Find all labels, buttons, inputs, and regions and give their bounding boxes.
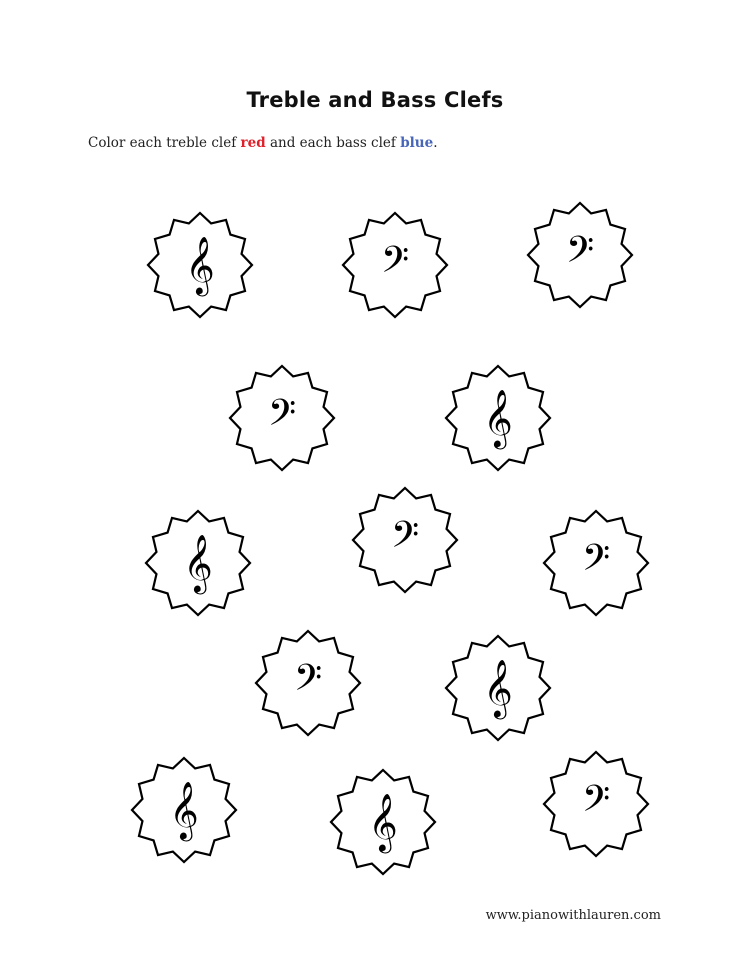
bass-clef-icon: 𝄢 [390, 514, 420, 565]
treble-clef-icon: 𝄞 [185, 236, 215, 294]
clef-badge-bass [544, 511, 648, 615]
website-url: www.pianowithlauren.com [485, 908, 661, 923]
red-word: red [240, 135, 266, 151]
clef-badge-bass [256, 631, 360, 735]
treble-clef-icon: 𝄞 [183, 534, 213, 592]
bass-clef-icon: 𝄢 [293, 657, 323, 708]
clef-badge-bass [544, 752, 648, 856]
clef-badge-treble [148, 213, 252, 317]
clef-badge-treble [446, 636, 550, 740]
clef-badge-treble [132, 758, 236, 862]
blue-word: blue [400, 135, 434, 151]
treble-clef-icon: 𝄞 [368, 793, 398, 851]
treble-clef-icon: 𝄞 [169, 781, 199, 839]
clef-badge-treble [331, 770, 435, 874]
bass-clef-icon: 𝄢 [267, 392, 297, 443]
bass-clef-icon: 𝄢 [581, 778, 611, 829]
instructions-text-end: . [433, 135, 438, 151]
instructions-text-middle: and each bass clef [265, 135, 401, 151]
clef-badge-treble [146, 511, 250, 615]
instructions-text-start: Color each treble clef [88, 135, 241, 151]
clef-badge-treble [446, 366, 550, 470]
clef-badge-bass [353, 488, 457, 592]
page-title: Treble and Bass Clefs [246, 88, 504, 112]
treble-clef-icon: 𝄞 [483, 659, 513, 717]
clef-badge-bass [343, 213, 447, 317]
clef-badge-bass [528, 203, 632, 307]
instructions [88, 135, 437, 151]
bass-clef-icon: 𝄢 [565, 229, 595, 280]
bass-clef-icon: 𝄢 [380, 239, 410, 290]
bass-clef-icon: 𝄢 [581, 537, 611, 588]
clef-badge-bass [230, 366, 334, 470]
treble-clef-icon: 𝄞 [483, 389, 513, 447]
